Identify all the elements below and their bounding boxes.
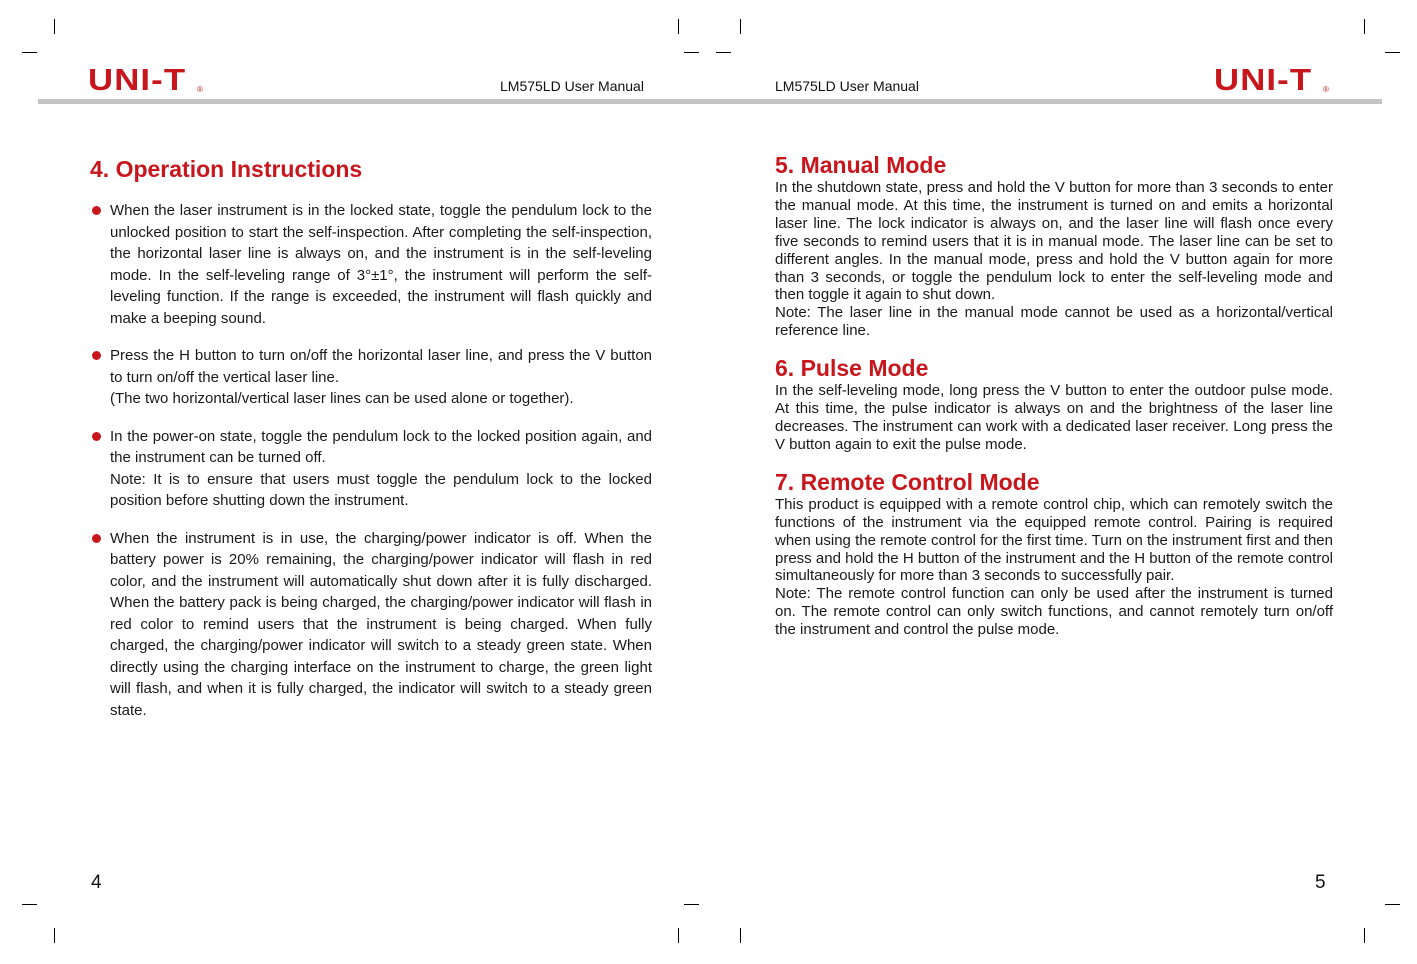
bullet-item xyxy=(90,345,652,410)
header-title-right: LM575LD User Manual xyxy=(775,78,919,94)
registered-mark: ® xyxy=(1323,85,1329,94)
paragraph: This product is equipped with a remote control chip, which can remotely switch the functions of the instrument via the equipped remote control. Pairing is required when using the remote control for the first time. Turn on the instrument first and then press and hold the H button of the instrument and the H button of the remote control simultaneously for more than 3 seconds to successfully pair. xyxy=(775,495,1333,585)
bullet-icon xyxy=(92,351,101,360)
left-page-content xyxy=(90,154,652,737)
header-rule xyxy=(38,99,1382,104)
bullet-icon xyxy=(92,432,101,441)
section-remote-control-mode xyxy=(775,468,1333,639)
page-number-right: 5 xyxy=(1315,872,1326,893)
crop-mark xyxy=(54,928,55,943)
paragraph: Note: The laser line in the manual mode cannot be used as a horizontal/vertical reference line. xyxy=(775,304,1333,340)
paragraph: (The two horizontal/vertical laser lines can be used alone or together). xyxy=(110,390,574,407)
header-title-left: LM575LD User Manual xyxy=(500,78,644,94)
brand-logo-right xyxy=(1214,62,1334,97)
paragraph: Note: The remote control function can only be used after the instrument is turned on. The remote control can only switch functions, and cannot remotely turn on/off the instrument and control the pulse mode. xyxy=(775,585,1333,639)
bullet-item xyxy=(90,426,652,512)
bullet-icon xyxy=(92,534,101,543)
crop-mark xyxy=(684,904,699,905)
crop-mark xyxy=(1385,904,1400,905)
crop-mark xyxy=(54,19,55,34)
section-title: 5. Manual Mode xyxy=(775,152,947,178)
section-manual-mode xyxy=(775,151,1333,340)
section-title: 7. Remote Control Mode xyxy=(775,468,1040,495)
paragraph: When the laser instrument is in the locked state, toggle the pendulum lock to the unlocked position to start the self-inspection. After completing the self-inspection, the horizontal laser line is always on, and the instrument is in the self-leveling mode. In the self-leveling range of 3°±1°, the instrument will perform the self-leveling function. If the range is exceeded, the instrument will flash quickly and make a beeping sound. xyxy=(110,202,652,327)
bullet-item xyxy=(90,200,652,329)
crop-mark xyxy=(684,52,699,53)
logo-text: UNI-T xyxy=(88,62,187,97)
section-title: 4. Operation Instructions xyxy=(90,156,363,182)
paragraph: In the power-on state, toggle the pendulum lock to the locked position again, and the instrument can be turned off. xyxy=(110,427,652,466)
crop-mark xyxy=(22,904,37,905)
crop-mark xyxy=(1364,928,1365,943)
section-title: 6. Pulse Mode xyxy=(775,355,929,382)
crop-mark xyxy=(740,928,741,943)
crop-mark xyxy=(716,52,731,53)
crop-mark xyxy=(678,928,679,943)
paragraph: In the self-leveling mode, long press the V button to enter the outdoor pulse mode. At this time, the pulse indicator is always on and the brightness of the laser line decreases. The instrument can work with a dedicated laser receiver. Long press the V button again to exit the pulse mode. xyxy=(775,382,1333,453)
bullet-icon xyxy=(92,206,101,215)
bullet-item xyxy=(90,528,652,722)
right-page-content xyxy=(775,151,1333,653)
crop-mark xyxy=(22,52,37,53)
crop-mark xyxy=(1385,52,1400,53)
brand-logo-left xyxy=(88,62,208,97)
paragraph: Note: It is to ensure that users must toggle the pendulum lock to the locked position before shutting down the instrument. xyxy=(110,470,652,509)
page-number-left: 4 xyxy=(91,872,102,893)
paragraph: When the instrument is in use, the charging/power indicator is off. When the battery power is 20% remaining, the charging/power indicator will flash in red color, and the instrument will automatically shut down after it is fully discharged. When the battery pack is being charged, the charging/power indicator will flash in red color to remind users that the instrument is being charged. When fully charged, the charging/power indicator will switch to a steady green state. When directly using the charging interface on the instrument to charge, the green light will flash, and when it is fully charged, the indicator will switch to a steady green state. xyxy=(110,529,652,719)
paragraph: In the shutdown state, press and hold the V button for more than 3 seconds to enter the manual mode. At this time, the instrument is turned on and emits a horizontal laser line. The lock indicator is always on, and the laser line will flash once every five seconds to remind users that it is in manual mode. The laser line can be set to different angles. In the manual mode, press and hold the V button again for more than 3 seconds, or toggle the pendulum lock to enter the self-leveling mode and then toggle it again to shut down. xyxy=(775,179,1333,304)
crop-mark xyxy=(740,19,741,34)
logo-text: UNI-T xyxy=(1214,62,1313,97)
section-pulse-mode xyxy=(775,354,1333,454)
crop-mark xyxy=(678,19,679,34)
crop-mark xyxy=(1364,19,1365,34)
registered-mark: ® xyxy=(197,85,203,94)
paragraph: Press the H button to turn on/off the horizontal laser line, and press the V button to turn on/off the vertical laser line. xyxy=(110,347,652,386)
